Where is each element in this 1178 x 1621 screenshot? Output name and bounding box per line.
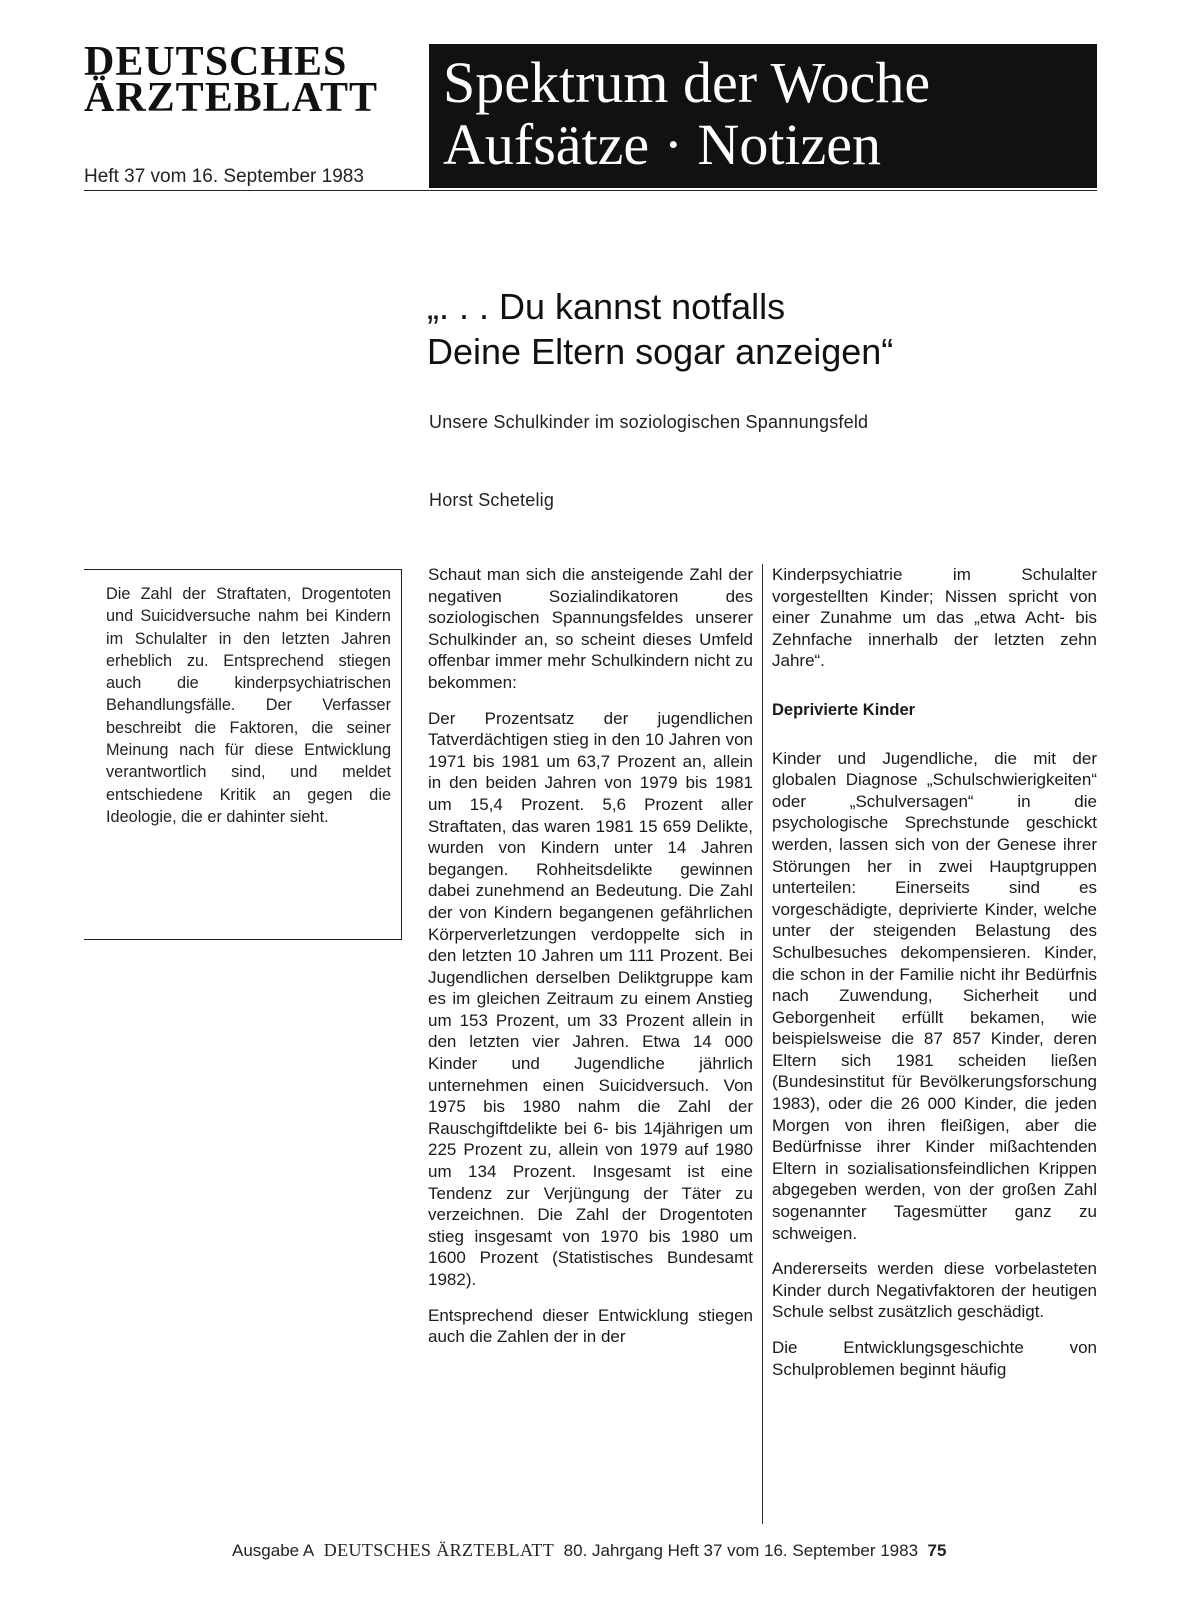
issue-date: Heft 37 vom 16. September 1983 bbox=[84, 166, 364, 187]
title-line-1: „. . . Du kannst notfalls bbox=[427, 286, 786, 327]
text-column-2 bbox=[772, 564, 1097, 1394]
title-line-2: Deine Eltern sogar anzeigen“ bbox=[427, 331, 894, 372]
column1-paragraph-1: Schaut man sich die ansteigende Zahl der negativen Sozialindikatoren des soziologischen Spannungsfeldes unserer Schulkinder an, so scheint dieses Umfeld offenbar immer mehr Schulkindern nicht zu bekommen: bbox=[428, 565, 753, 692]
section-heading: Deprivierte Kinder bbox=[772, 700, 916, 719]
banner-line-1: Spektrum der Woche bbox=[443, 50, 931, 115]
column2-paragraph-4: Die Entwicklungsgeschichte von Schulproblemen beginnt häufig bbox=[772, 1338, 1097, 1379]
footer-brand: DEUTSCHES ÄRZTEBLATT bbox=[323, 1540, 555, 1560]
column1-paragraph-3: Entsprechend dieser Entwicklung stiegen auch die Zahlen der in der bbox=[428, 1305, 753, 1347]
section-banner bbox=[429, 44, 1097, 188]
column2-paragraph-1: Kinderpsychiatrie im Schulalter vorgestellten Kinder; Nissen spricht von einer Zunahme um das „etwa Acht- bis Zehnfache innerhalb der letzten zehn Jahre“. bbox=[772, 565, 1097, 671]
footer-info: 80. Jahrgang Heft 37 vom 16. September 1983 bbox=[563, 1541, 919, 1560]
column2-paragraph-3: Andererseits werden diese vorbelasteten Kinder durch Negativfaktoren der heutigen Schule selbst zusätzlich geschädigt. bbox=[772, 1259, 1097, 1322]
journal-masthead bbox=[84, 39, 404, 121]
article-title bbox=[427, 284, 1067, 374]
abstract-text: Die Zahl der Straftaten, Drogentoten und Suicidversuche nahm bei Kindern im Schulalter in den letzten Jahren erheblich zu. Entsprechend stiegen auch die kinderpsychiatrischen Behandlungsfälle. Der Verfasser beschreibt die Faktoren, die seiner Meinung nach für diese Entwicklung verantwortlich sind, und meldet entschiedene Kritik an gegen die Ideologie, die er dahinter sieht. bbox=[106, 585, 391, 826]
masthead-line-2: ÄRZTEBLATT bbox=[84, 75, 378, 121]
column1-paragraph-2: Der Prozentsatz der jugendlichen Tatverdächtigen stieg in den 10 Jahren von 1971 bis 1981 um 63,7 Prozent an, allein in den beiden Jahren von 1979 bis 1981 um 15,4 Prozent. 5,6 Prozent aller Straftaten, das waren 1981 15 659 Delikte, wurden von Kindern unter 14 Jahren begangen. Rohheitsdelikte gewinnen dabei zunehmend an Bedeutung. Die Zahl der von Kindern begangenen gefährlichen Körperverletzungen verdoppelte sich in den letzten 10 Jahren um 111 Prozent. Bei Jugendlichen derselben Deliktgruppe kam es im gleichen Zeitraum zu einem Anstieg um 153 Prozent, um 33 Prozent allein in den letzten vier Jahren. Etwa 14 000 Kinder und Jugendliche jährlich unternehmen einen Suicidversuch. Von 1975 bis 1980 nahm die Zahl der Rauschgiftdelikte bei 6- bis 14jährigen um 225 Prozent zu, allein von 1979 auf 1980 um 134 Prozent. Insgesamt ist eine Tendenz zur Verjüngung der Täter zu verzeichnen. Die Zahl der Drogentoten stieg insgesamt von 1970 bis 1980 um 1600 Prozent (Statistisches Bundesamt 1982). bbox=[428, 708, 753, 1289]
header-rule bbox=[84, 190, 1097, 191]
text-column-1 bbox=[428, 564, 753, 1362]
banner-line-2: Aufsätze · Notizen bbox=[443, 112, 882, 177]
article-subtitle: Unsere Schulkinder im soziologischen Spannungsfeld bbox=[429, 412, 869, 432]
abstract-box bbox=[84, 569, 402, 940]
column2-paragraph-2: Kinder und Jugendliche, die mit der globalen Diagnose „Schulschwierigkeiten“ oder „Schulversagen“ in die psychologische Sprechstunde geschickt werden, lassen sich von der Genese ihrer Störungen her in zwei Hauptgruppen unterteilen: Einerseits sind es vorgeschädigte, deprivierte Kinder, welche unter der steigenden Belastung des Schulbesuches dekompensieren. Kinder, die schon in der Familie nicht ihr Bedürfnis nach Zuwendung, Sicherheit und Geborgenheit erfüllt bekamen, wie beispielsweise die 87 857 Kinder, deren Eltern sich 1981 scheiden ließen (Bundesinstitut für Bevölkerungsforschung 1983), oder die 26 000 Kinder, die jeden Morgen von ihren fleißigen, aber die Bedürfnisse ihrer Kinder mißachtenden Eltern in sozialisationsfeindlichen Krippen abgegeben werden, von der großen Zahl sogenannter Tagesmütter ganz zu schweigen. bbox=[772, 748, 1097, 1243]
column-divider bbox=[762, 564, 763, 1524]
article-author: Horst Schetelig bbox=[429, 490, 555, 510]
masthead-line-1: DEUTSCHES bbox=[84, 39, 348, 85]
page-number: 75 bbox=[927, 1541, 947, 1560]
page-footer bbox=[232, 1540, 946, 1561]
footer-edition: Ausgabe A bbox=[232, 1541, 315, 1560]
